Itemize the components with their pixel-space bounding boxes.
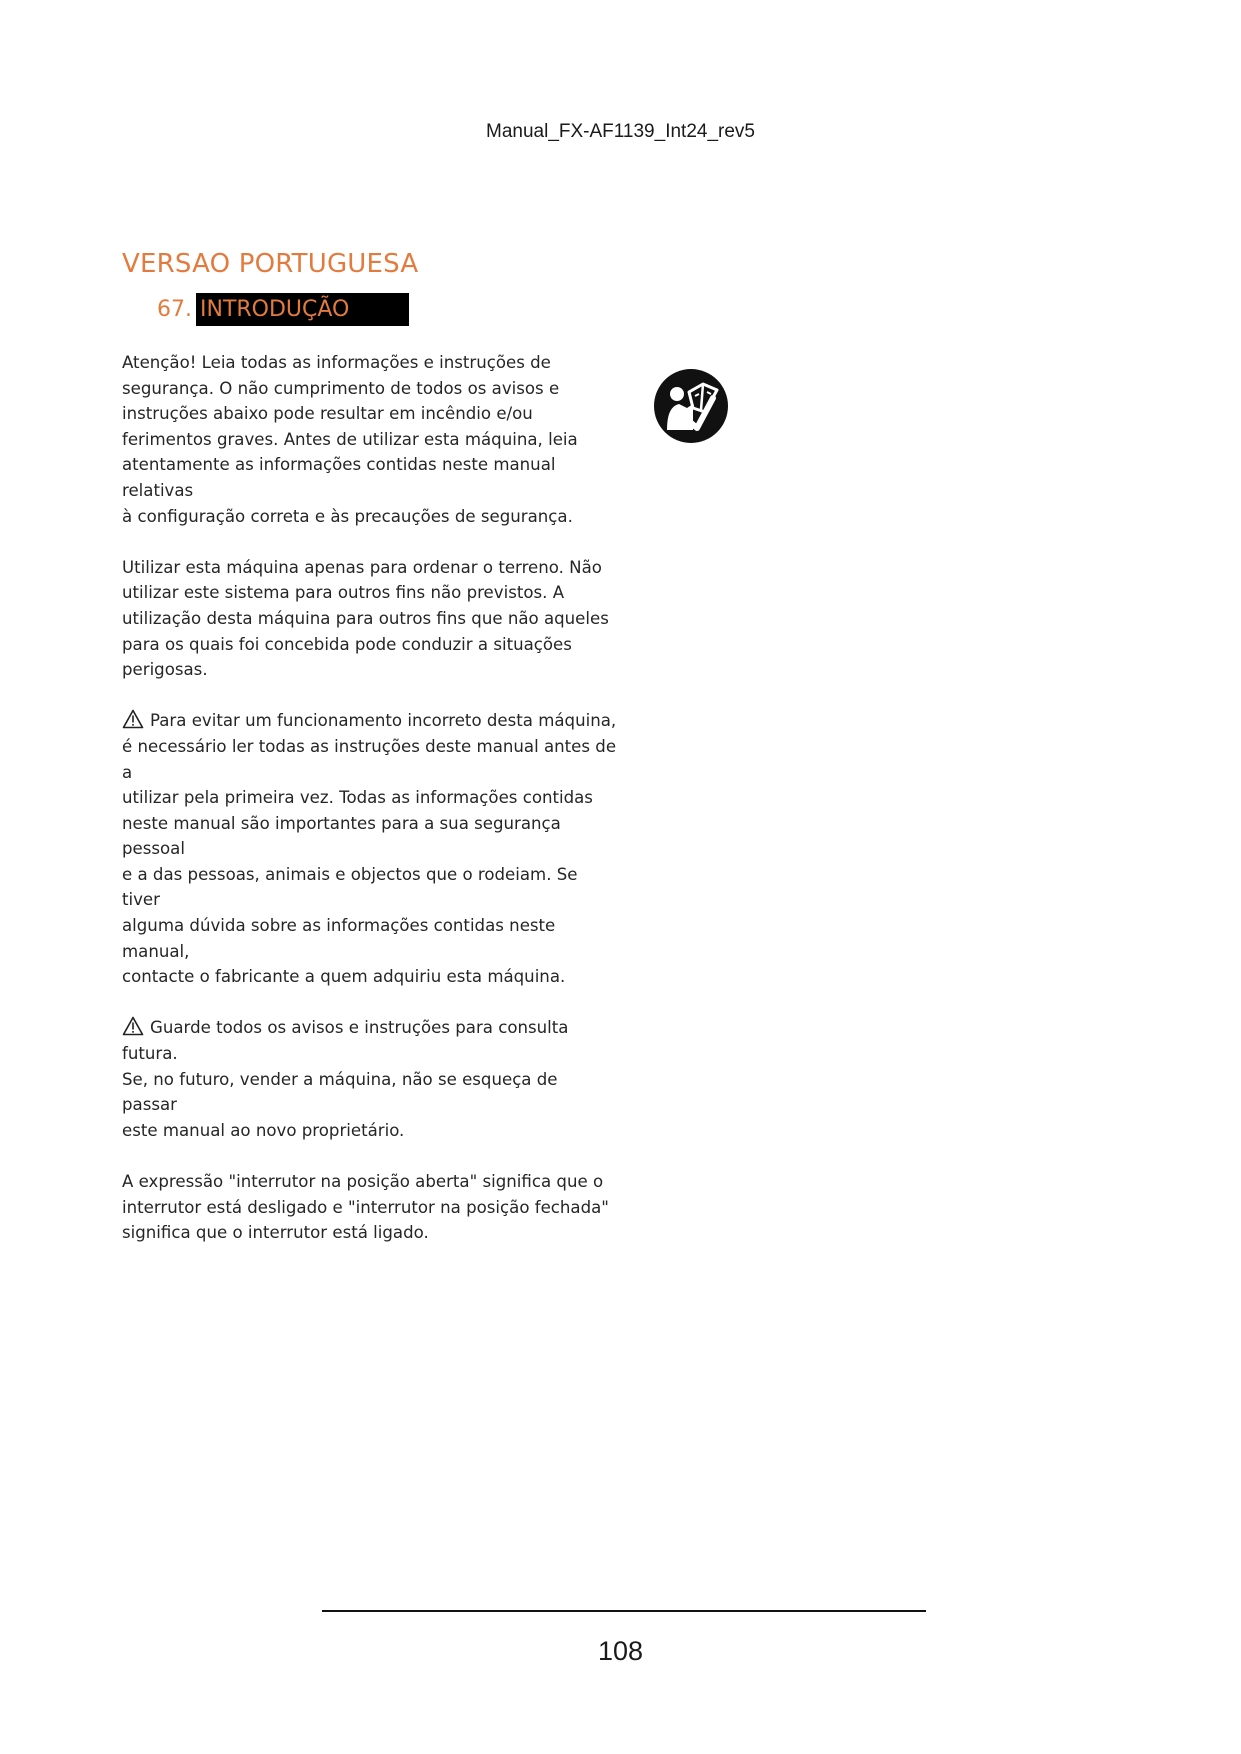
paragraph-read-instructions-text: Para evitar um funcionamento incorreto desta máquina, é necessário ler todas as instruções deste manual antes de a utilizar pela primeira vez. Todas as informações contidas neste manual são importantes para a sua segurança pessoal e a das pessoas, animais e objectos que o rodeiam. Se tiver alguma dúvida sobre as informações contidas neste manual, contacte o fabricante a quem adquiriu esta máquina. [122, 711, 617, 987]
paragraph-keep-instructions [122, 1015, 617, 1143]
paragraph-switch-definition: A expressão "interrutor na posição aberta" significa que o interrutor está desligado e "interrutor na posição fechada" significa que o interrutor está ligado. [122, 1172, 609, 1243]
paragraph-keep-instructions-text: Guarde todos os avisos e instruções para consulta futura. Se, no futuro, vender a máquina, não se esqueça de passar este manual ao novo proprietário. [122, 1018, 569, 1140]
paragraph-read-instructions [122, 708, 617, 990]
chapter-heading [157, 293, 409, 326]
document-header: Manual_FX-AF1139_Int24_rev5 [486, 121, 755, 142]
footer-divider [322, 1610, 926, 1612]
paragraph-attention: Atenção! Leia todas as informações e instruções de segurança. O não cumprimento de todos os avisos e instruções abaixo pode resultar em incêndio e/ou ferimentos graves. Antes de utilizar esta máquina, leia atentamente as informações contidas neste manual relativas à configuração correta e às precauções de segurança. [122, 353, 578, 526]
chapter-number: 67. [157, 297, 192, 322]
warning-triangle-icon [122, 1016, 144, 1036]
warning-triangle-icon [122, 709, 144, 729]
read-manual-icon [653, 368, 729, 444]
paragraph-intended-use: Utilizar esta máquina apenas para ordenar o terreno. Não utilizar este sistema para outros fins não previstos. A utilização desta máquina para outros fins que não aqueles para os quais foi concebida pode conduzir a situações perigosas. [122, 557, 609, 680]
page-number: 108 [597, 1636, 644, 1666]
section-title: VERSAO PORTUGUESA [122, 249, 419, 279]
chapter-title: INTRODUÇÃO [196, 293, 409, 326]
body-text [122, 350, 617, 1271]
